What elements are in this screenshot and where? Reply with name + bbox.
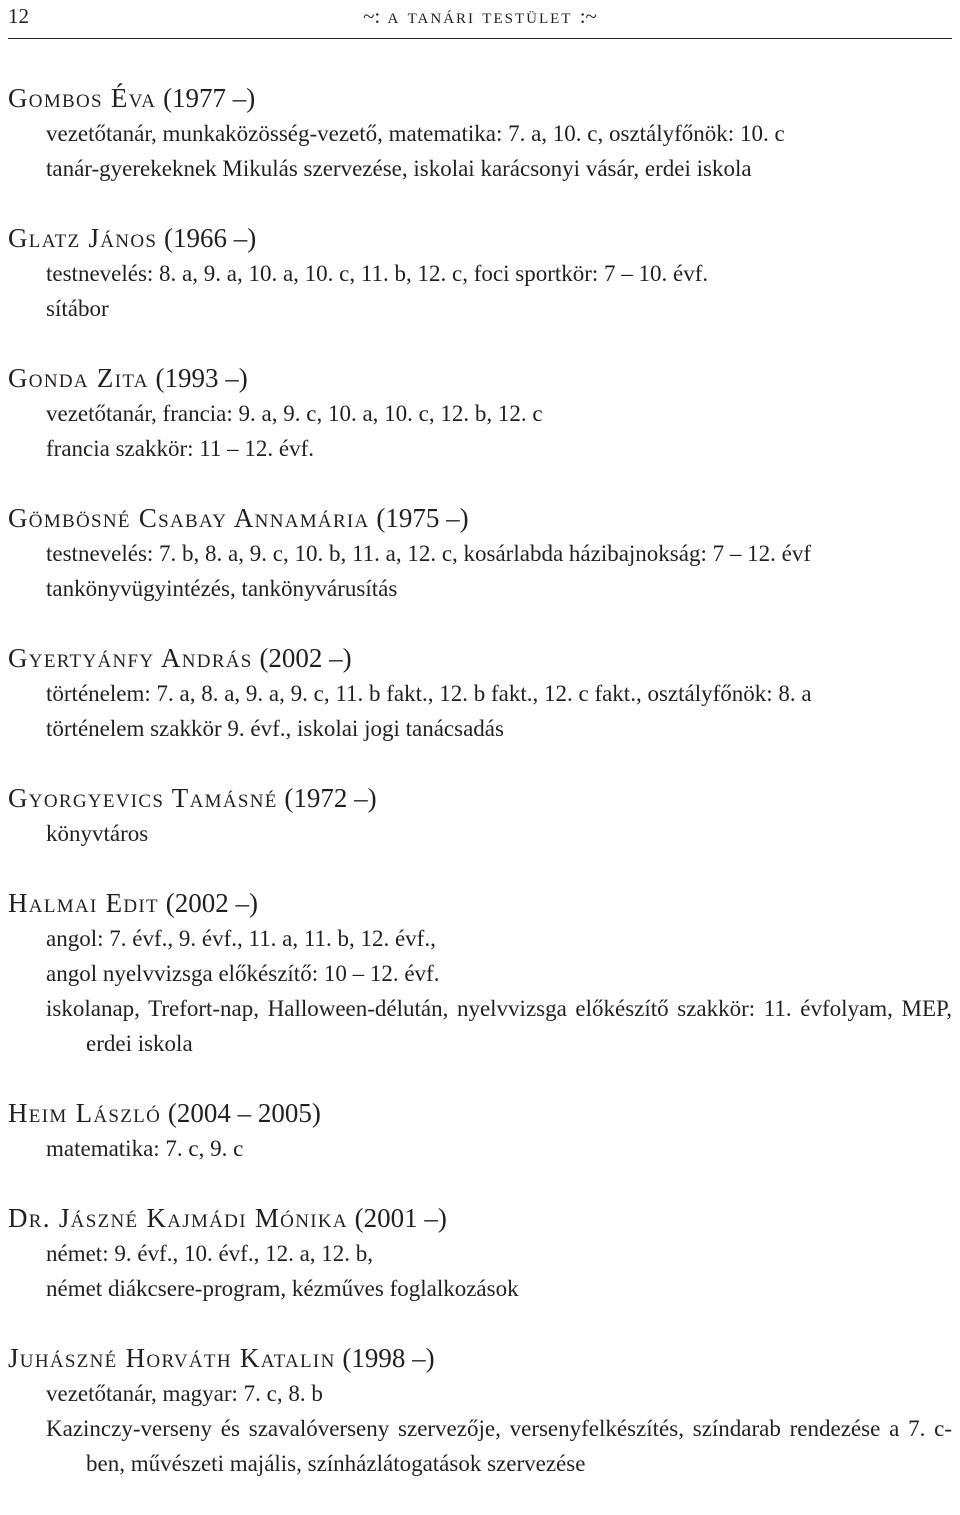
staff-name: Halmai Edit xyxy=(8,888,159,918)
entry-line: angol nyelvvizsga előkészítő: 10 – 12. évf. xyxy=(46,961,440,986)
entry-heading xyxy=(8,1340,952,1376)
staff-name: Glatz János xyxy=(8,223,158,253)
entry-heading xyxy=(8,1200,952,1236)
staff-entry xyxy=(8,885,952,1061)
running-head-title: a tanári testület xyxy=(387,4,573,28)
staff-entry xyxy=(8,1340,952,1481)
staff-years: (2001 –) xyxy=(354,1203,447,1233)
entry-heading xyxy=(8,80,952,116)
entry-line: francia szakkör: 11 – 12. évf. xyxy=(46,436,315,461)
entry-heading xyxy=(8,885,952,921)
staff-name: Dr. Jászné Kajmádi Mónika xyxy=(8,1203,348,1233)
staff-years: (2004 – 2005) xyxy=(167,1098,321,1128)
staff-name: Gömbösné Csabay Annamária xyxy=(8,503,370,533)
staff-name: Juhászné Horváth Katalin xyxy=(8,1343,336,1373)
entry-line: matematika: 7. c, 9. c xyxy=(46,1136,244,1161)
staff-name: Gonda Zita xyxy=(8,363,149,393)
entry-line: német diákcsere-program, kézműves foglalkozások xyxy=(46,1276,519,1301)
staff-entry xyxy=(8,80,952,186)
staff-years: (1972 –) xyxy=(284,783,377,813)
page-header xyxy=(8,0,952,39)
staff-name: Gyorgyevics Tamásné xyxy=(8,783,278,813)
staff-entry xyxy=(8,780,952,851)
entry-heading xyxy=(8,360,952,396)
staff-years: (1977 –) xyxy=(163,83,256,113)
staff-years: (1998 –) xyxy=(342,1343,435,1373)
entry-line: történelem szakkör 9. évf., iskolai jogi tanácsadás xyxy=(46,716,504,741)
entry-line: angol: 7. évf., 9. évf., 11. a, 11. b, 12. évf., xyxy=(46,926,436,951)
ornament-right: :~ xyxy=(579,4,597,28)
entry-line: könyvtáros xyxy=(46,821,149,846)
entry-line: vezetőtanár, magyar: 7. c, 8. b xyxy=(46,1381,323,1406)
staff-entry xyxy=(8,1200,952,1306)
entry-heading xyxy=(8,640,952,676)
staff-name: Gyertyánfy András xyxy=(8,643,253,673)
entry-line: Kazinczy-verseny és szavalóverseny szervezője, versenyfelkészítés, színdarab rendezése a 7. c-ben, művészeti majális, színházlátogatások szervezése xyxy=(46,1416,952,1476)
staff-years: (2002 –) xyxy=(259,643,352,673)
staff-entry xyxy=(8,500,952,606)
entry-line: történelem: 7. a, 8. a, 9. a, 9. c, 11. b fakt., 12. b fakt., 12. c fakt., osztályfőnök: 8. a xyxy=(46,681,812,706)
entry-line: tanár-gyerekeknek Mikulás szervezése, iskolai karácsonyi vásár, erdei iskola xyxy=(46,156,752,181)
staff-years: (1975 –) xyxy=(376,503,469,533)
staff-entry xyxy=(8,640,952,746)
entry-line: vezetőtanár, munkaközösség-vezető, matematika: 7. a, 10. c, osztályfőnök: 10. c xyxy=(46,121,785,146)
staff-years: (1993 –) xyxy=(155,363,248,393)
entry-heading xyxy=(8,1095,952,1131)
entry-line: sítábor xyxy=(46,296,109,321)
ornament-left: ~: xyxy=(363,4,381,28)
entry-heading xyxy=(8,220,952,256)
staff-years: (1966 –) xyxy=(163,223,257,253)
entry-line: testnevelés: 8. a, 9. a, 10. a, 10. c, 11. b, 12. c, foci sportkör: 7 – 10. évf. xyxy=(46,261,709,286)
staff-name: Heim László xyxy=(8,1098,162,1128)
entry-line: vezetőtanár, francia: 9. a, 9. c, 10. a, 10. c, 12. b, 12. c xyxy=(46,401,543,426)
entry-heading xyxy=(8,500,952,536)
staff-name: Gombos Éva xyxy=(8,83,157,113)
entry-line: testnevelés: 7. b, 8. a, 9. c, 10. b, 11. a, 12. c, kosárlabda házibajnokság: 7 – 12. évf xyxy=(46,541,811,566)
entry-line: német: 9. évf., 10. évf., 12. a, 12. b, xyxy=(46,1241,374,1266)
staff-entry xyxy=(8,220,952,326)
entry-line: iskolanap, Trefort-nap, Halloween-délután, nyelvvizsga előkészítő szakkör: 11. évfolyam, MEP, erdei iskola xyxy=(46,996,952,1056)
entry-heading xyxy=(8,780,952,816)
staff-entry xyxy=(8,1095,952,1166)
staff-list xyxy=(8,80,952,1515)
staff-entry xyxy=(8,360,952,466)
page-number: 12 xyxy=(8,4,29,28)
entry-line: tankönyvügyintézés, tankönyvárusítás xyxy=(46,576,398,601)
staff-years: (2002 –) xyxy=(165,888,258,918)
running-head xyxy=(8,4,952,29)
